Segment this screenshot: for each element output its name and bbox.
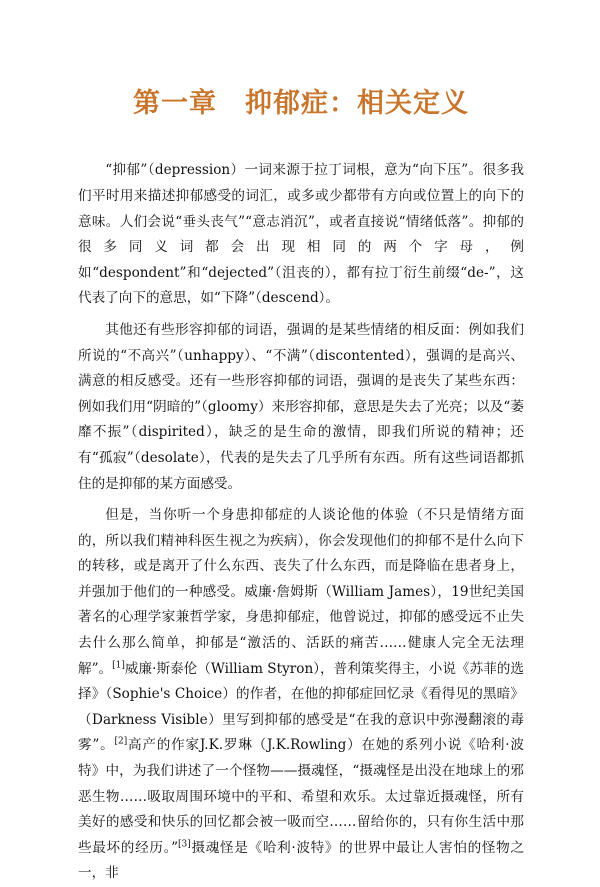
chapter-title: 第一章 抑郁症：相关定义 [133, 88, 469, 119]
footnote-ref-3[interactable]: [3] [178, 839, 191, 850]
paragraph-3-part-3: 高产的作家J.K.罗琳（J.K.Rowling）在她的系列小说《哈利·波特》中，为我们讲述了一个怪物——摄魂怪，“摄魂怪是出没在地球上的邪恶生物……吸取周围环境中的平和、希望和欢乐。太过靠近摄魂怪，所有美好的感受和快乐的回忆都会被一吸而空……留给你的，只有你生活中那些最坏的经历。” [78, 737, 524, 856]
paragraph-1: “抑郁”（depression）一词来源于拉丁词根，意为“向下压”。很多我们平时用来描述抑郁感受的词汇，或多或少都带有方向或位置上的向下的意味。人们会说“垂头丧气”“意志消沉”，或者直接说“情绪低落”。抑郁的很多同义词都会出现相同的两个字母，例如“despondent”和“dejected”（沮丧的），都有拉丁衍生前缀“de-”，这代表了向下的意思，如“下降”（descend）。 [78, 162, 524, 307]
paragraph-3-part-4: 摄魂怪是《哈利·波特》的世界中最让人害怕的怪物之一，非 [78, 839, 524, 882]
footnote-ref-2[interactable]: [2] [114, 736, 128, 747]
paragraph-3 [78, 503, 524, 887]
footnote-ref-1[interactable]: [1] [112, 660, 125, 671]
paragraph-2: 其他还有些形容抑郁的词语，强调的是某些情绪的相反面：例如我们所说的“不高兴”（unhappy）、“不满”（discontented），强调的是高兴、满意的相反感受。还有一些形容抑郁的词语，强调的是丧失了某些东西：例如我们用“阴暗的”（gloomy）来形容抑郁，意思是失去了光亮；以及“萎靡不振”（dispirited），缺乏的是生命的激情，即我们所说的精神；还有“孤寂”（desolate），代表的是失去了几乎所有东西。所有这些词语都抓住的是抑郁的某方面感受。 [78, 321, 524, 492]
body-text [78, 158, 524, 887]
paragraph-3-part-1: 但是，当你听一个身患抑郁症的人谈论他的体验（不只是情绪方面的，所以我们精神科医生视之为疾病），你会发现他们的抑郁不是什么向下的转移，或是离开了什么东西、丧失了什么东西，而是降临在患者身上，并强加于他们的一种感受。威廉·詹姆斯（William James），19世纪美国著名的心理学家兼哲学家，身患抑郁症，他曾说过，抑郁的感受远不止失去什么那么简单，抑郁是“激活的、活跃的痛苦……健康人完全无法理解”。 [78, 507, 524, 677]
paragraph-3-part-2: 威廉·斯泰伦（William Styron），普利策奖得主，小说《苏菲的选择》（Sophie's Choice）的作者，在他的抑郁症回忆录《看得见的黑暗》（Darkness Visible）里写到抑郁的感受是“在我的意识中弥漫翻滚的毒雾”。 [78, 660, 525, 754]
